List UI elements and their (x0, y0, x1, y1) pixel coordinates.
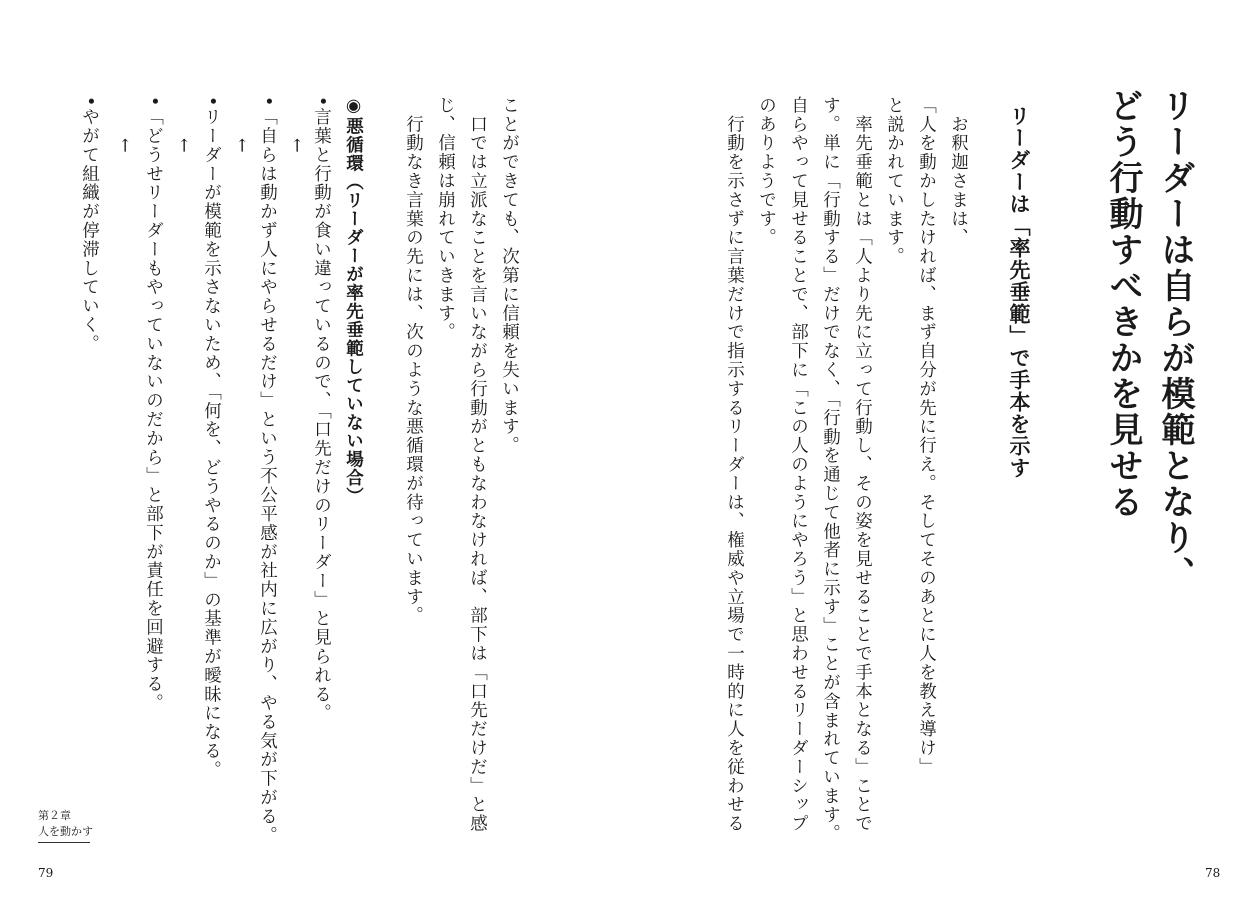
body-line: のありようです。 (756, 96, 777, 248)
body-line: 口では立派なことを言いながら行動がともなわなければ、部下は「口先だけだ」と感 (467, 96, 488, 834)
list-item: •リーダーが模範を示さないため、「何を、どうやるのか」の基準が曖昧になる。 (201, 96, 222, 780)
page-number-right: 78 (1205, 866, 1221, 880)
arrow-icon: ← (286, 138, 307, 153)
list-item: •「自らは動かず人にやらせるだけ」という不公平感が社内に広がり、やる気が下がる。 (257, 96, 278, 845)
title-line-1: リーダーは自らが模範となり、 (1155, 88, 1195, 592)
chapter-rule (38, 842, 90, 843)
list-item: •「どうせリーダーもやっていないのだから」と部下が責任を回避する。 (143, 96, 164, 713)
arrow-icon: ← (173, 138, 194, 153)
section-heading: リーダーは「率先垂範」で手本を示す (1007, 105, 1031, 479)
body-line: 「人を動かしたければ、まず自分が先に行え。そしてそのあとに人を教え導け」 (916, 96, 937, 777)
chapter-label (38, 808, 93, 843)
body-line: す。単に「行動する」だけでなく、「行動を通じて他者に示す」ことが含まれています。 (820, 96, 841, 844)
page-number-left: 79 (38, 866, 54, 880)
arrow-icon: ← (231, 138, 252, 153)
chapter-title: 人を動かす (38, 825, 93, 838)
list-item: •言葉と行動が食い違っているので、「口先だけのリーダー」と見られる。 (311, 96, 332, 723)
body-line: ことができても、次第に信頼を失います。 (499, 96, 520, 456)
body-line: 率先垂範とは「人より先に立って行動し、その姿を見せることで手本となる」ことで (852, 96, 873, 834)
title-line-2: どう行動すべきかを見せる (1103, 88, 1143, 520)
body-line: 自らやって見せることで、部下に「この人のようにやろう」と思わせるリーダーシップ (788, 96, 809, 834)
chapter-number: 第２章 (38, 809, 71, 822)
body-line: 行動なき言葉の先には、次のような悪循環が待っています。 (403, 96, 424, 626)
body-line: じ、信頼は崩れていきます。 (435, 96, 456, 342)
list-item: •やがて組織が停滞していく。 (79, 96, 100, 354)
body-line: 行動を示さずに言葉だけで指示するリーダーは、権威や立場で一時的に人を従わせる (724, 96, 745, 834)
body-line: と説かれています。 (884, 96, 905, 267)
subheading: ◉悪循環（リーダーが率先垂範していない場合） (343, 96, 364, 506)
body-line: お釈迦さまは、 (948, 96, 969, 248)
arrow-icon: ← (114, 138, 135, 153)
